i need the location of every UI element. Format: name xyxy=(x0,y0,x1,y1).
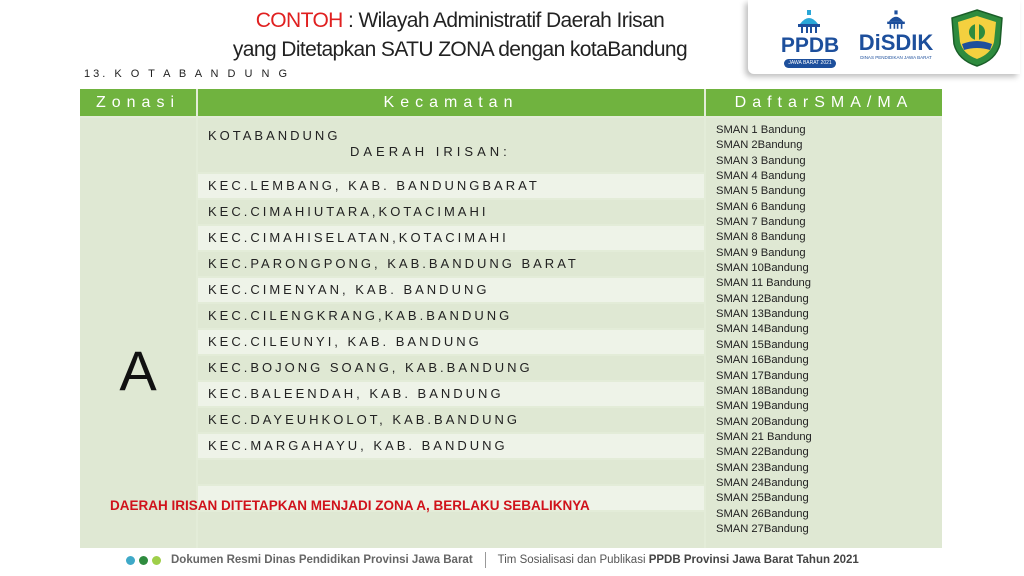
title-accent: CONTOH xyxy=(255,9,343,32)
school-item: SMAN 23Bandung xyxy=(716,461,809,474)
footer-dot-icon xyxy=(139,556,148,565)
kecamatan-row: KEC.PARONGPONG, KAB.BANDUNG BARAT xyxy=(198,252,704,276)
school-item: SMAN 2Bandung xyxy=(716,139,803,152)
header-kecamatan: Kecamatan xyxy=(198,89,704,116)
footer-dot-icon xyxy=(152,556,161,565)
kecamatan-column xyxy=(198,118,704,548)
header-daftar-sma: DaftarSMA/MA xyxy=(706,89,942,116)
ppdb-logo-sub: JAWA BARAT 2021 xyxy=(784,59,836,68)
kecamatan-heading-row xyxy=(198,118,704,172)
footer-dot-icon xyxy=(126,556,135,565)
school-item: SMAN 25Bandung xyxy=(716,492,809,505)
building-dome-icon xyxy=(794,10,824,34)
disdik-logo-sub: DINAS PENDIDIKAN JAWA BARAT xyxy=(860,55,932,60)
footer-right-text xyxy=(498,554,859,566)
footer-right-prefix: Tim Sosialisasi dan Publikasi xyxy=(497,554,649,566)
kecamatan-heading-2: DAERAH IRISAN: xyxy=(350,144,511,159)
kecamatan-row: KEC.CILEUNYI, KAB. BANDUNG xyxy=(198,330,704,354)
kecamatan-empty-row xyxy=(198,460,704,484)
school-item: SMAN 1 Bandung xyxy=(716,124,806,136)
header-zonasi: Zonasi xyxy=(80,89,196,116)
title-line-2: yang Ditetapkan SATU ZONA dengan kotaBandung xyxy=(232,38,688,61)
school-item: SMAN 19Bandung xyxy=(716,400,809,413)
zonasi-table xyxy=(80,89,942,548)
school-item: SMAN 17Bandung xyxy=(716,369,809,382)
title-line-1 xyxy=(180,6,740,35)
kecamatan-row: KEC.BOJONG SOANG, KAB.BANDUNG xyxy=(198,356,704,380)
school-item: SMAN 9 Bandung xyxy=(716,246,806,259)
jawa-barat-seal-icon xyxy=(948,8,1006,68)
school-item: SMAN 5 Bandung xyxy=(716,185,806,198)
kecamatan-row: KEC.BALEENDAH, KAB. BANDUNG xyxy=(198,382,704,406)
school-item: SMAN 12Bandung xyxy=(716,292,809,305)
building-dome-icon xyxy=(884,10,908,30)
school-item: SMAN 7 Bandung xyxy=(716,216,806,229)
title-line-1-rest: : Wilayah Administratif Daerah Irisan xyxy=(342,9,665,32)
school-item: SMAN 27Bandung xyxy=(716,522,809,535)
school-item: SMAN 3 Bandung xyxy=(716,154,806,167)
kecamatan-row: KEC.CIMAHISELATAN,KOTACIMAHI xyxy=(198,226,704,250)
ppdb-logo-word: PPDB xyxy=(780,34,840,57)
school-item: SMAN 6 Bandung xyxy=(716,200,806,213)
school-item: SMAN 13Bandung xyxy=(716,308,809,321)
slide-title xyxy=(180,6,740,64)
school-list xyxy=(706,118,942,548)
kecamatan-row: KEC.LEMBANG, KAB. BANDUNGBARAT xyxy=(198,174,704,198)
school-item: SMAN 18Bandung xyxy=(716,384,809,397)
footer-left-text: Dokumen Resmi Dinas Pendidikan Provinsi Jawa Barat xyxy=(171,554,473,566)
school-item: SMAN 15Bandung xyxy=(716,338,809,351)
irisan-note: DAERAH IRISAN DITETAPKAN MENJADI ZONA A, BERLAKU SEBALIKNYA xyxy=(110,498,590,513)
school-item: SMAN 21 Bandung xyxy=(716,430,812,443)
school-item: SMAN 4 Bandung xyxy=(716,170,806,183)
kecamatan-heading-1: KOTABANDUNG xyxy=(208,128,341,143)
school-item: SMAN 20Bandung xyxy=(716,415,809,428)
kecamatan-empty-row xyxy=(198,512,704,548)
zone-letter: A xyxy=(119,339,157,402)
school-item: SMAN 24Bandung xyxy=(716,476,809,489)
zone-cell xyxy=(80,118,196,548)
school-item: SMAN 16Bandung xyxy=(716,354,809,367)
school-item: SMAN 8 Bandung xyxy=(716,231,806,244)
kecamatan-row: KEC.MARGAHAYU, KAB. BANDUNG xyxy=(198,434,704,458)
footer xyxy=(126,551,859,569)
school-item: SMAN 22Bandung xyxy=(716,446,809,459)
kecamatan-row: KEC.CIMENYAN, KAB. BANDUNG xyxy=(198,278,704,302)
kecamatan-row: KEC.CIMAHIUTARA,KOTACIMAHI xyxy=(198,200,704,224)
school-item: SMAN 26Bandung xyxy=(716,507,809,520)
school-item: SMAN 14Bandung xyxy=(716,323,809,336)
section-label: 13. K O T A B A N D U N G xyxy=(84,68,291,80)
kecamatan-row: KEC.CILENGKRANG,KAB.BANDUNG xyxy=(198,304,704,328)
school-item: SMAN 10Bandung xyxy=(716,262,809,275)
kecamatan-row: KEC.DAYEUHKOLOT, KAB.BANDUNG xyxy=(198,408,704,432)
footer-divider xyxy=(485,552,486,568)
disdik-logo xyxy=(856,10,936,68)
footer-right-bold: PPDB Provinsi Jawa Barat Tahun 2021 xyxy=(648,554,859,566)
disdik-logo-word: DiSDIK xyxy=(858,30,934,55)
logo-panel xyxy=(748,0,1020,74)
ppdb-logo xyxy=(770,8,850,68)
school-item: SMAN 11 Bandung xyxy=(716,277,811,290)
